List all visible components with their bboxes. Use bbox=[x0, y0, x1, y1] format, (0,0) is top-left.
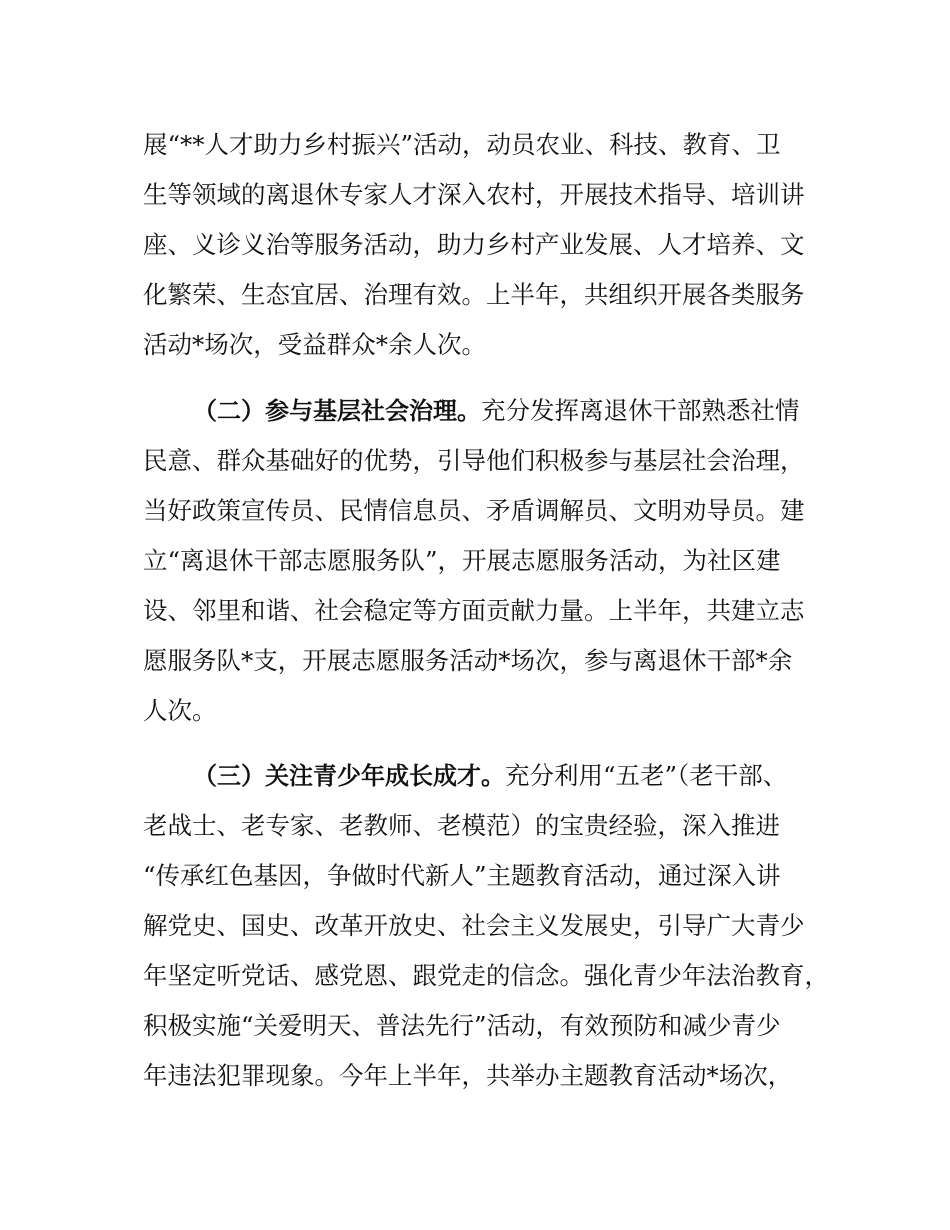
paragraph-1-line-1: 展“**人才助力乡村振兴”活动，动员农业、科技、教育、卫 bbox=[143, 130, 781, 159]
section-2-first-line-text: 充分发挥离退休干部熟悉社情 bbox=[481, 396, 800, 425]
section-2-line-5: 设、邻里和谐、社会稳定等方面贡献力量。上半年，共建立志 bbox=[143, 596, 805, 625]
section-2-heading: （二）参与基层社会治理。 bbox=[193, 397, 481, 425]
section-2-line-2: 民意、群众基础好的优势，引导他们积极参与基层社会治理， bbox=[143, 446, 805, 475]
section-3-line-3: “传承红色基因，争做时代新人”主题教育活动，通过深入讲 bbox=[143, 861, 781, 890]
section-2-line-4: 立“离退休干部志愿服务队”，开展志愿服务活动，为社区建 bbox=[143, 546, 781, 575]
paragraph-1-line-3: 座、义诊义治等服务活动，助力乡村产业发展、人才培养、文 bbox=[143, 230, 805, 259]
paragraph-1-line-4: 化繁荣、生态宜居、治理有效。上半年，共组织开展各类服务 bbox=[143, 280, 805, 309]
paragraph-1-line-5: 活动*场次，受益群众*余人次。 bbox=[143, 330, 486, 359]
paragraph-1-line-2: 生等领域的离退休专家人才深入农村，开展技术指导、培训讲 bbox=[143, 180, 805, 209]
section-2-line-6: 愿服务队*支，开展志愿服务活动*场次，参与离退休干部*余 bbox=[143, 646, 793, 675]
section-2-line-7: 人次。 bbox=[143, 696, 217, 725]
section-2-first-line bbox=[193, 395, 893, 427]
section-3-line-6: 积极实施“关爱明天、普法先行”活动，有效预防和减少青少 bbox=[143, 1011, 781, 1040]
section-3-first-line-text: 充分利用“五老”（老干部、 bbox=[505, 761, 788, 790]
section-3-line-5: 年坚定听党话、感党恩、跟党走的信念。强化青少年法治教育， bbox=[143, 961, 829, 990]
section-3-line-2: 老战士、老专家、老教师、老模范）的宝贵经验，深入推进 bbox=[143, 811, 780, 840]
section-3-first-line bbox=[193, 760, 893, 792]
section-2-line-3: 当好政策宣传员、民情信息员、矛盾调解员、文明劝导员。建 bbox=[143, 496, 805, 525]
section-3-line-4: 解党史、国史、改革开放史、社会主义发展史，引导广大青少 bbox=[143, 911, 805, 940]
section-3-line-7: 年违法犯罪现象。今年上半年，共举办主题教育活动*场次， bbox=[143, 1061, 793, 1090]
section-3-heading: （三）关注青少年成长成才。 bbox=[193, 762, 505, 790]
